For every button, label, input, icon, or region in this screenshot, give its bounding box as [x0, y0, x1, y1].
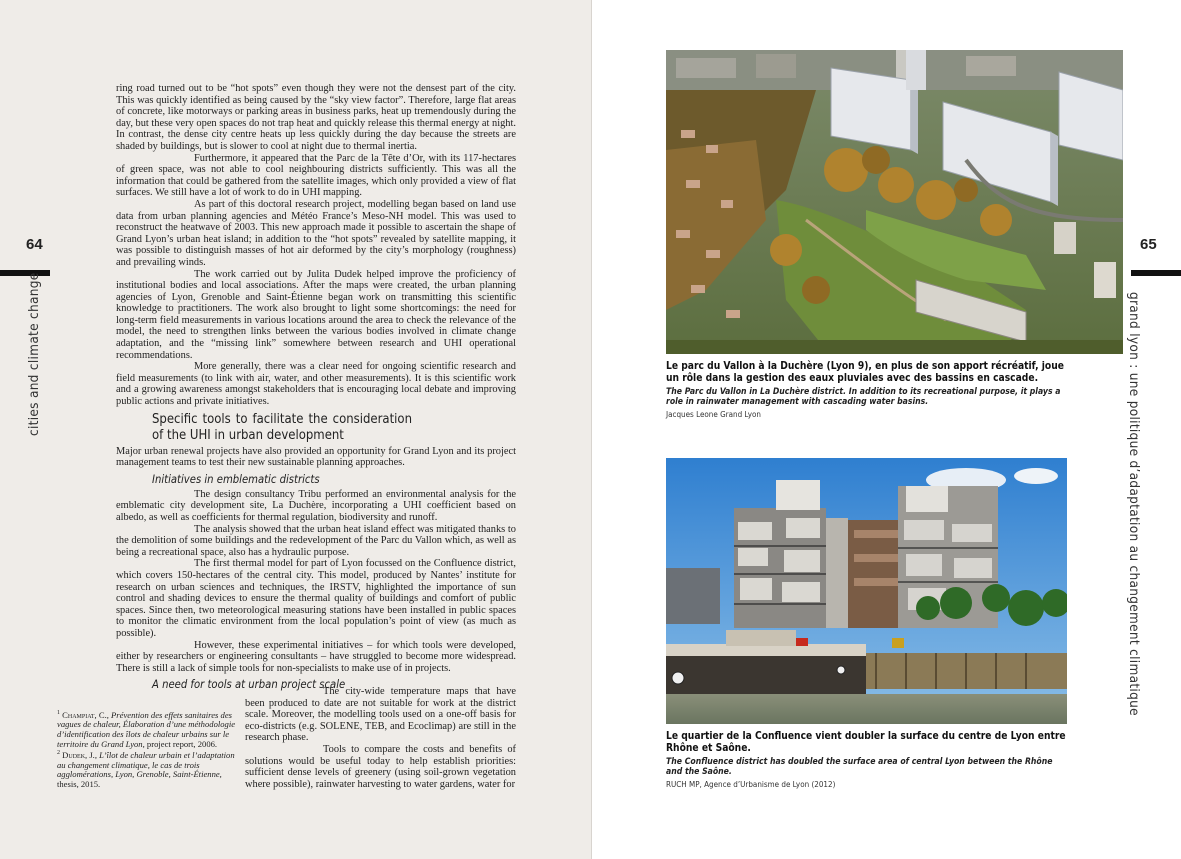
section-heading: Specific tools to facilitate the consideration of the UHI in urban development [152, 411, 412, 443]
paragraph: Tools to compare the costs and benefits of solutions would be useful today to help establish priorities: sufficient dense levels of greenery (using soil-grown vegetation where possible), rainwater harvesting to water gardens, water for [245, 743, 516, 790]
body-text [116, 83, 516, 694]
caption-english: The Confluence district has doubled the surface area of central Lyon between the Rhône and the Saône. [666, 756, 1053, 778]
running-title-left: cities and climate change [26, 272, 42, 436]
paragraph: The first thermal model for part of Lyon focussed on the Confluence district, which covers 150-hectares of the central city. This model, produced by Nantes’ institute for research on urban sciences and techniques, the IRSTV, highlighted the importance of sun control and shading devices to ensure the thermal quality of buildings and comfort of public spaces. Since then, two meteorological measuring stations have been installed in public spaces to monitor the climatic environment from the local population’s point of view (as much as possible). [116, 558, 516, 639]
footnote [57, 709, 237, 749]
subheading: A need for tools at urban project scale [152, 678, 346, 692]
footnote-author: Dudek, J., [62, 750, 97, 761]
folio-rule-right [1131, 270, 1181, 276]
caption-french: Le quartier de la Confluence vient doubler la surface du centre de Lyon entre Rhône et Saône. [666, 731, 1066, 755]
page-number-right: 65 [1140, 236, 1157, 253]
footnote-title: Prévention des effets sanitaires des vagues de chaleur, Élaboration d’une méthodologie d’identification des îlots de chaleur urbains sur le territoire du Grand Lyon, [57, 709, 236, 749]
running-title-right: grand lyon : une politique d’adaptation au changement climatique [1126, 292, 1142, 716]
caption-english: The Parc du Vallon in La Duchère district. In addition to its recreational purpose, it plays a role in rainwater management with cascading water basins. [666, 386, 1061, 408]
caption-french: Le parc du Vallon à la Duchère (Lyon 9), en plus de son apport récréatif, joue un rôle dans la gestion des eaux pluviales avec des bassins en cascade. [666, 361, 1064, 385]
page-number-left: 64 [26, 236, 43, 253]
paragraph: The work carried out by Julita Dudek helped improve the proficiency of institutional bodies and local associations. After the maps were created, the urban planning agencies of Lyon, Grenoble and Saint-Étienne began work on transmitting this scientific knowledge to practitioners. The work also brought to light some shortcomings: the need for long-term field measurements in various locations around the area to check the relevance of the model, the need to strengthen links between the various bodies involved in climate change adaptation, and the “missing link” somewhere between research and UHI operational recommendations. [116, 268, 516, 361]
photo-caption-2 [666, 731, 1066, 790]
paragraph: The design consultancy Tribu performed an environmental analysis for the emblematic city development site, La Duchère, incorporating a UHI coefficient based on albedo, as well as coefficients for thermal regulation, biodiversity and runoff. [116, 488, 516, 523]
paragraph: The analysis showed that the urban heat island effect was mitigated thanks to the demolition of some buildings and the redevelopment of the Parc du Vallon which, as well as being a recreational space, also has a hydraulic purpose. [116, 523, 516, 558]
photo-caption-1 [666, 361, 1066, 420]
footnote-number: 2 [57, 750, 60, 757]
paragraph: More generally, there was a clear need for ongoing scientific research and field measurements (to link with air, water, and other measurements). It is this scientific work and a growing awareness amongst stakeholders that is encouraging local debate and improving public actions and private initiatives. [116, 361, 516, 408]
footnote [57, 749, 237, 789]
footnote-rest: thesis, 2015. [57, 778, 101, 789]
footnote-author: Champiat, C., [62, 709, 109, 720]
paragraph: The city-wide temperature maps that have been produced to date are not suitable for work at the district scale. Moreover, the modelling tools used on a one-off basis for eco-districts (e.g. SOLENE, TEB, and Ecoclimap) are still in the research phase. [245, 686, 516, 744]
photo-credit: Jacques Leone Grand Lyon [666, 410, 761, 419]
paragraph: However, these experimental initiatives – for which tools were developed, either by researchers or engineering consultants – have struggled to become more widespread. There is still a lack of simple tools for non-specialists to make use of in projects. [116, 639, 516, 674]
confluence-photo [666, 458, 1067, 724]
column-text [245, 686, 516, 790]
footnote-title: L’îlot de chaleur urbain et l’adaptation au changement climatique, le cas de trois agglomérations, Lyon, Grenoble, Saint-Étienne, [57, 750, 235, 780]
paragraph: ring road turned out to be “hot spots” even though they were not the densest part of the city. This was quickly identified as being caused by the “sky view factor”. Therefore, large flat areas of concrete, like motorways or parking areas in business parks, heat up tremendously during the day, but these very open spaces do not trap heat and quickly release this thermal energy at night. In contrast, the dense city centre heats up less quickly during the day because the streets are shaded by buildings, but is slower to cool at night due to thermal inertia. [116, 83, 516, 152]
footnotes [57, 709, 237, 789]
paragraph: Furthermore, it appeared that the Parc de la Tête d’Or, with its 117-hectares of green space, was not able to cool neighbouring districts sufficiently. This was all the information that could be gathered from the satellite images, which only provided a view of flat surfaces. We still have a lot of work to do in UHI mapping. [116, 152, 516, 199]
paragraph: As part of this doctoral research project, modelling began based on land use data from urban planning agencies and Météo France’s Meso-NH model. This was used to reconstruct the heatwave of 2003. This new approach made it possible to ascertain the shape of Grand Lyon’s urban heat island; in addition to the “hot spots” revealed by satellite mapping, it was possible to distinguish masses of hot air deformed by the city’s morphology (roughness) and prevailing winds. [116, 198, 516, 268]
aerial-park-photo [666, 50, 1123, 354]
subheading: Initiatives in emblematic districts [152, 472, 320, 486]
footnote-number: 1 [57, 710, 60, 716]
folio-rule-left [0, 270, 50, 276]
paragraph: Major urban renewal projects have also provided an opportunity for Grand Lyon and its project management teams to test their new sustainable planning approaches. [116, 445, 516, 469]
footnote-rest: project report, 2006. [146, 738, 218, 749]
photo-credit: RUCH MP, Agence d’Urbanisme de Lyon (2012) [666, 780, 836, 789]
